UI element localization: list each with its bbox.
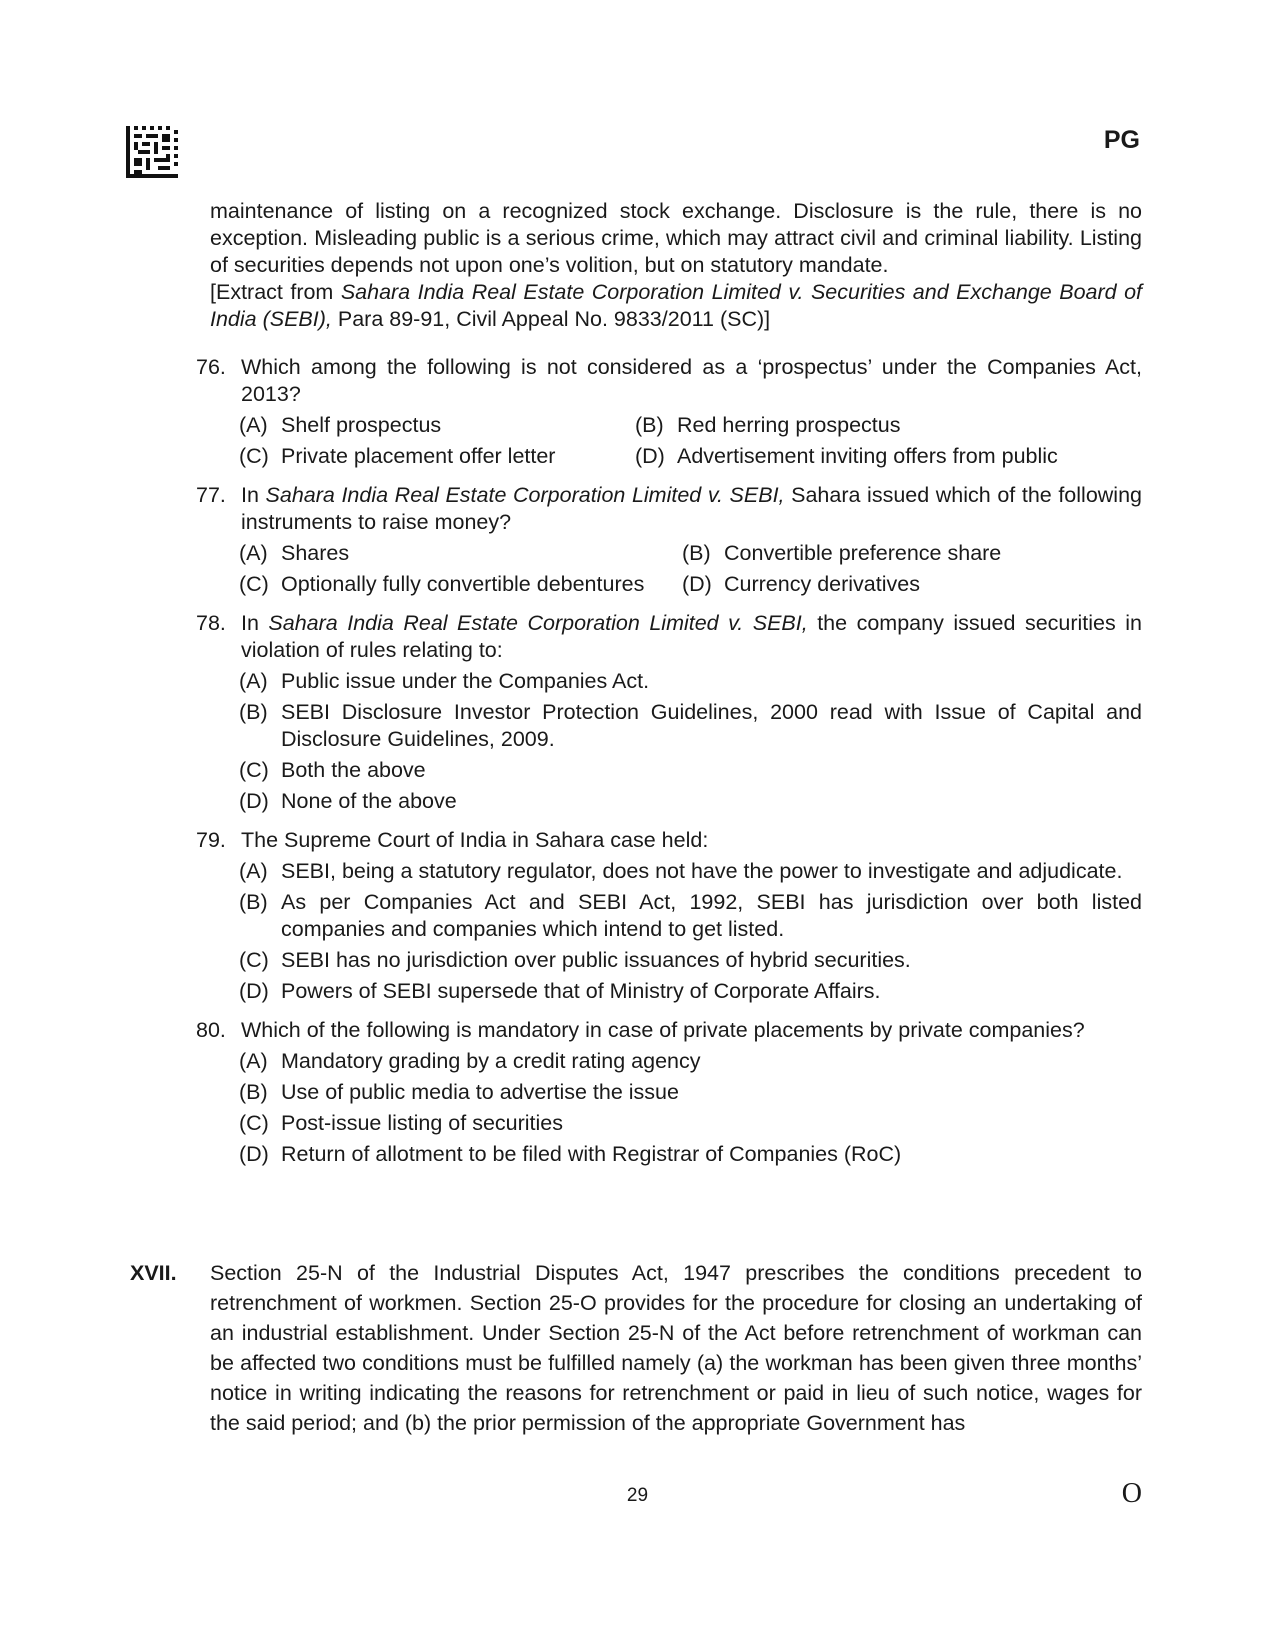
- section-label: XVII.: [130, 1261, 177, 1285]
- option-c: (C) Post-issue listing of securities: [239, 1111, 563, 1135]
- question-number: 78.: [196, 611, 226, 635]
- section-text: Section 25-N of the Industrial Disputes Act, 1947 prescribes the conditions precedent to retrenchment of workmen. Section 25-O provides for the procedure for closing an undertaking of an industrial establishment. Under Section 25-N of the Act before retrenchment of workman can be affected two conditions must be fulfilled namely (a) the workman has been given three months’ notice in writing indicating the reasons for retrenchment or paid in lieu of such notice, wages for the said period; and (b) the prior permission of the appropriate Government has: [210, 1261, 1142, 1435]
- options: [239, 668, 1142, 815]
- passage-citation: [Extract from Sahara India Real Estate Corporation Limited v. Securities and Exchange Board of India (SEBI), Para 89-91, Civil Appeal No. 9833/2011 (SC)]: [210, 280, 1142, 331]
- option-d: (D) Advertisement inviting offers from public: [635, 444, 1058, 468]
- option-b: (B) SEBI Disclosure Investor Protection Guidelines, 2000 read with Issue of Capital and Disclosure Guidelines, 2009.: [239, 700, 1142, 751]
- option-d: (D) None of the above: [239, 789, 457, 813]
- option-b: (B) Convertible preference share: [682, 541, 1002, 565]
- option-a: (A) Public issue under the Companies Act.: [239, 669, 650, 693]
- question-text: The Supreme Court of India in Sahara case held:: [241, 828, 709, 852]
- question-number: 77.: [196, 483, 226, 507]
- question-77: [196, 482, 1142, 598]
- passage-text: maintenance of listing on a recognized stock exchange. Disclosure is the rule, there is no exception. Misleading public is a serious crime, which may attract civil and criminal liability. Listing of securities depends not upon one’s volition, but on statutory mandate.: [210, 199, 1142, 277]
- option-c: (C) Optionally fully convertible debentures: [239, 572, 645, 596]
- options: [239, 536, 1142, 598]
- question-number: 79.: [196, 828, 226, 852]
- section-xvii: [130, 1258, 1142, 1438]
- option-d: (D) Currency derivatives: [682, 572, 920, 596]
- question-list: [196, 354, 1142, 1180]
- set-code: O: [1121, 1478, 1142, 1509]
- option-b: (B) As per Companies Act and SEBI Act, 1992, SEBI has jurisdiction over both listed companies and companies which intend to get listed.: [239, 890, 1142, 941]
- option-c: (C) Private placement offer letter: [239, 444, 556, 468]
- question-number: 76.: [196, 355, 226, 379]
- option-c: (C) SEBI has no jurisdiction over public issuances of hybrid securities.: [239, 948, 911, 972]
- question-79: [196, 827, 1142, 1005]
- question-text: In Sahara India Real Estate Corporation Limited v. SEBI, the company issued securities in violation of rules relating to:: [241, 611, 1142, 662]
- paper-code: PG: [1103, 126, 1140, 154]
- question-text: Which of the following is mandatory in case of private placements by private companies?: [241, 1018, 1085, 1042]
- question-text: Which among the following is not considered as a ‘prospectus’ under the Companies Act, 2013?: [241, 355, 1142, 406]
- question-number: 80.: [196, 1018, 226, 1042]
- option-d: (D) Return of allotment to be filed with Registrar of Companies (RoC): [239, 1142, 902, 1166]
- option-a: (A) SEBI, being a statutory regulator, does not have the power to investigate and adjudicate.: [239, 859, 1123, 883]
- options: [239, 1048, 1142, 1168]
- question-80: [196, 1017, 1142, 1168]
- option-a: (A) Shelf prospectus: [239, 413, 442, 437]
- option-c: (C) Both the above: [239, 758, 426, 782]
- option-b: (B) Red herring prospectus: [635, 413, 901, 437]
- options: [239, 858, 1142, 1005]
- datamatrix-code: [126, 126, 178, 178]
- question-text: In Sahara India Real Estate Corporation Limited v. SEBI, Sahara issued which of the following instruments to raise money?: [241, 483, 1142, 534]
- option-a: (A) Shares: [239, 541, 350, 565]
- question-78: [196, 610, 1142, 815]
- passage: [210, 198, 1142, 333]
- options: [239, 408, 1142, 470]
- option-b: (B) Use of public media to advertise the issue: [239, 1080, 679, 1104]
- option-d: (D) Powers of SEBI supersede that of Ministry of Corporate Affairs.: [239, 979, 881, 1003]
- option-a: (A) Mandatory grading by a credit rating agency: [239, 1049, 701, 1073]
- page-number: 29: [626, 1485, 649, 1506]
- question-76: [196, 354, 1142, 470]
